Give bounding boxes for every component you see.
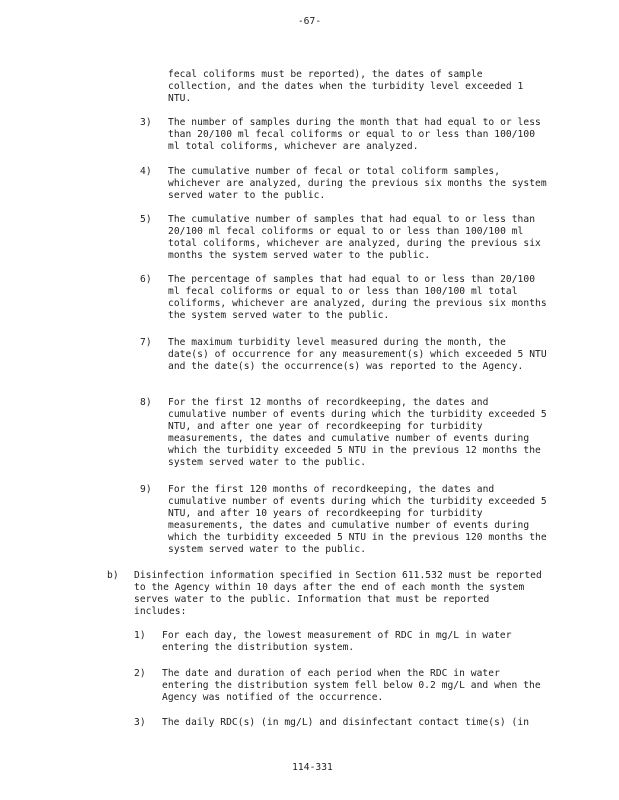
item-text: The percentage of samples that had equal to or less than 20/100 ml fecal coliforms or equal to or less than 100/100 ml total coliforms, whichever are analyzed, during the previous six months the system served water to the public. — [168, 274, 547, 322]
section-b-text: Disinfection information specified in Section 611.532 must be reported to the Agency within 10 days after the end of each month the system serves water to the public. Information that must be reported includes: — [134, 570, 542, 618]
section-b-number: b) — [107, 570, 119, 581]
subitem-text: For each day, the lowest measurement of RDC in mg/L in water entering the distribution system. — [162, 630, 512, 654]
subitem-number: 1) — [134, 630, 146, 641]
item-number: 8) — [140, 397, 152, 408]
item-number: 6) — [140, 274, 152, 285]
subitem-number: 3) — [134, 717, 146, 728]
item-text: For the first 12 months of recordkeeping, the dates and cumulative number of events during which the turbidity exceeded 5 NTU, and after one year of recordkeeping for turbidity measurements, the dates and cumulative number of events during which the turbidity exceeded 5 NTU in the previous 12 months the system served water to the public. — [168, 397, 547, 469]
item-number: 7) — [140, 337, 152, 348]
item-number: 4) — [140, 166, 152, 177]
subitem-number: 2) — [134, 668, 146, 679]
item-text: For the first 120 months of recordkeeping, the dates and cumulative number of events during which the turbidity exceeded 5 NTU, and after 10 years of recordkeeping for turbidity measurements, the dates and cumulative number of events during which the turbidity exceeded 5 NTU in the previous 120 months the system served water to the public. — [168, 484, 547, 556]
item-text: The number of samples during the month that had equal to or less than 20/100 ml fecal coliforms or equal to or less than 100/100 ml total coliforms, whichever are analyzed. — [168, 117, 541, 153]
item-text: The cumulative number of samples that had equal to or less than 20/100 ml fecal coliforms or equal to or less than 100/100 ml total coliforms, whichever are analyzed, during the previous six months the system served water to the public. — [168, 214, 541, 262]
item-text: The maximum turbidity level measured during the month, the date(s) of occurrence for any measurement(s) which exceeded 5 NTU and the date(s) the occurrence(s) was reported to the Agency. — [168, 337, 547, 373]
subitem-text: The date and duration of each period when the RDC in water entering the distribution system fell below 0.2 mg/L and when the Agency was notified of the occurrence. — [162, 668, 541, 704]
continuation-paragraph: fecal coliforms must be reported), the dates of sample collection, and the dates when the turbidity level exceeded 1 NTU. — [168, 69, 524, 105]
item-text: The cumulative number of fecal or total coliform samples, whichever are analyzed, during the previous six months the system served water to the public. — [168, 166, 547, 202]
item-number: 9) — [140, 484, 152, 495]
page-footer-id: 114-331 — [292, 762, 333, 773]
item-number: 3) — [140, 117, 152, 128]
subitem-text: The daily RDC(s) (in mg/L) and disinfectant contact time(s) (in — [162, 717, 530, 728]
item-number: 5) — [140, 214, 152, 225]
page-number: -67- — [297, 16, 322, 27]
